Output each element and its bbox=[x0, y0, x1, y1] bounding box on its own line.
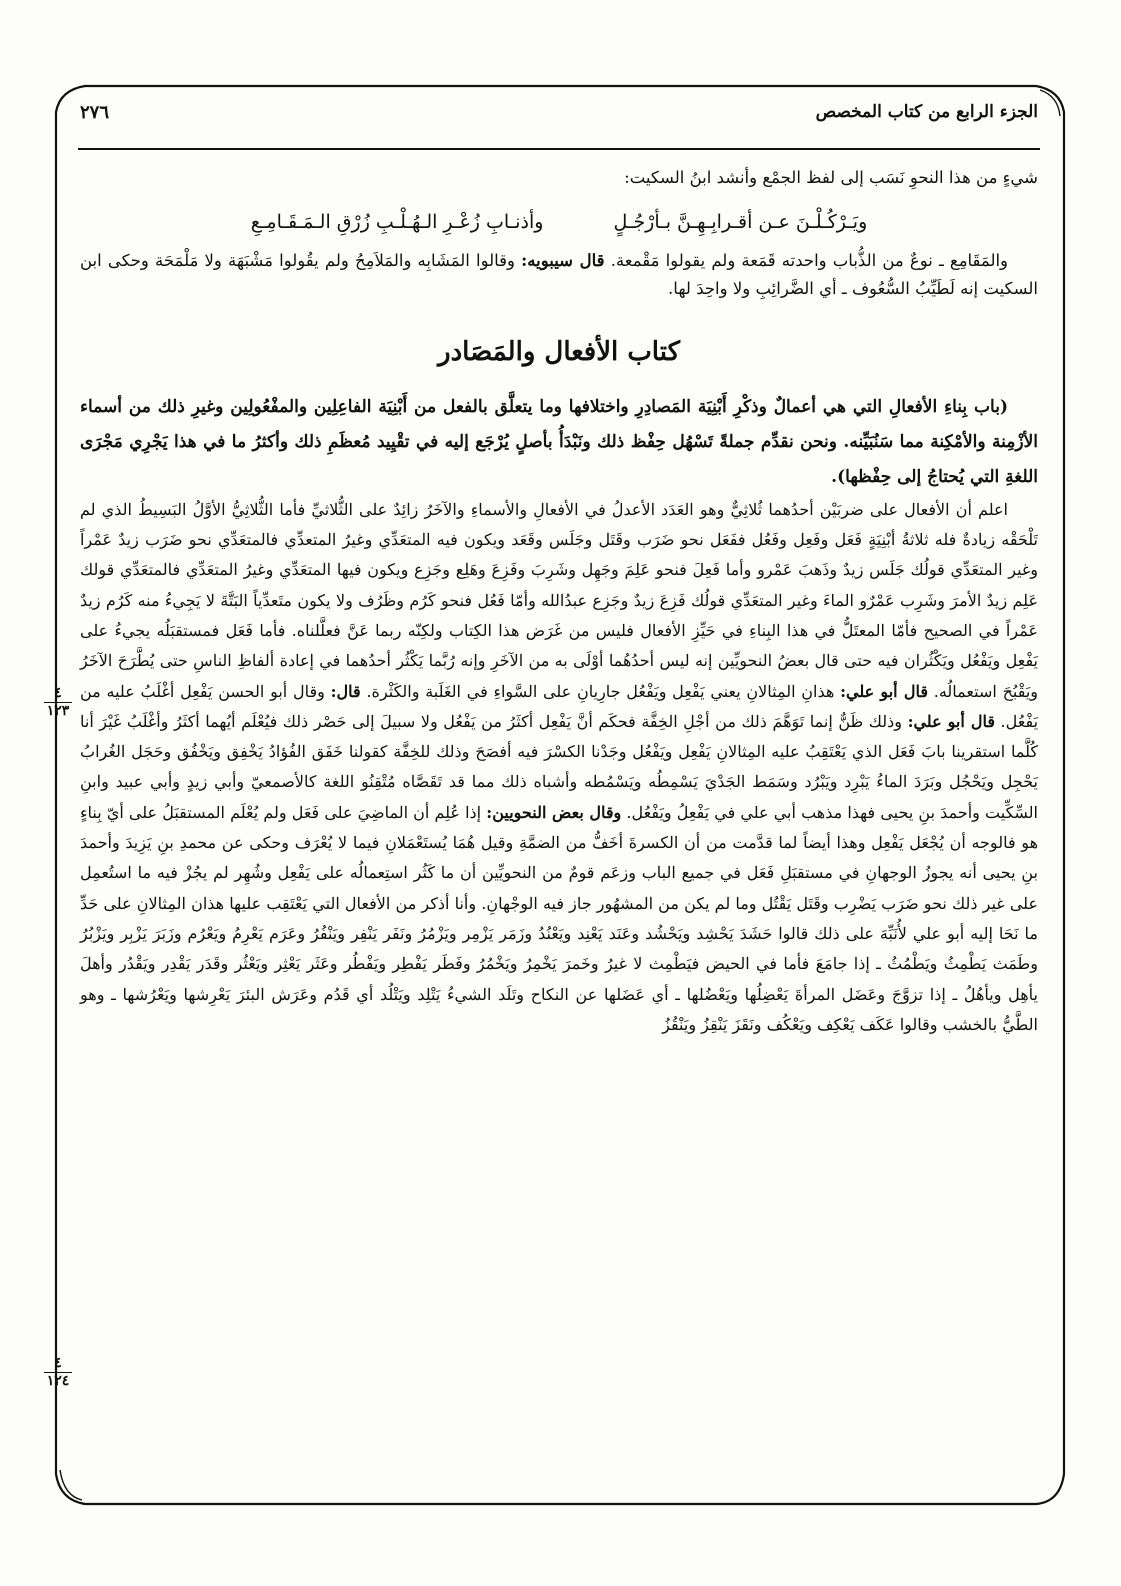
body-part-5: إذا عُلِم أن الماضِيَ على فَعَل ولم يُعْلَم المستقبَلُ على أيّ بِناءٍ هو فالوجه أن يُجْعَل يَفْعِل وهذا أيضاً لما قدَّمت من أن الكسرةَ أخَفُّ من الضمَّةِ وقيل هُمَا يُستَعْمَلانِ فيما لا يُعْرَف وحكى عن محمدِ بنِ يَزِيدَ وأحمدَ بنِ يحيى أنه يجوزُ الوجهانِ في مستقبَلِ فَعَل في جميع الباب وزعَم قومٌ من النحويِّين أن ما كَثُر استِعمالُه على يَفْعِل وشُهِر لم يجُزْ فيه ما استُعمِل على غير ذلك نحو ضَرَب يَضْرِب وقَتَل يَقْتُل وما لم يكن من المشهُور جاز فيه الوجْهانِ. وأنا أذكر من الأفعال التي يَعْتَقِب عليها هذان المِثالانِ على حَدِّ ما نَحَا إليه أبو علي لأُنَبِّهَ على ذلك قالوا حَشَدَ يَحْشِد ويَحْشُد وعَنَد يَعْنِد ويَعْنُدُ وزَمَر يَزْمِر ويَزْمُرُ ونَفَر يَنْفِر ويَنْفُرُ وعَرَم يَعْرِمُ ويَعْرُم وزَبَرَ يَزْبِر ويَزْبُرُ وطَمَث يَطْمِثُ ويَطْمُثُ ـ إذا جامَعَ فأما في الحيض فيَطْمِث لا غيرُ وخَمرَ يَخْمِرُ ويَخْمُرُ وفَطَر يَفْطِر ويَفْطُر وعَثَر يَعْثِر ويَعْثُر وقَدَر يَقْدِر ويَقْدُر وأهلَ يأهِل ويأهُلُ ـ إذا تزوَّجَ وعَضَل المرأةَ يَعْضِلُها ويَعْضُلها ـ أي عَضَلها عن النكاح وتَلَد الشيءُ يَتْلِد ويَتْلُد أي قَدُم وعَرَش البئرَ يَعْرِشها ويَعْرُشها ـ وهو الطَّيُّ بالخشب وقالوا عَكَف يَعْكِف ويَعْكُف ونَقَزَ يَنْقِزُ ويَنْقُزُ bbox=[80, 802, 1038, 1034]
margin-ref-page: ١٢٤ bbox=[46, 1373, 70, 1389]
page-frame-inner-curl bbox=[1040, 90, 1060, 116]
margin-page-reference bbox=[40, 686, 76, 719]
commentary-paragraph bbox=[80, 247, 1038, 304]
page-frame-inner-curl-left bbox=[60, 1470, 82, 1500]
body-part-1: اعلم أن الأفعال على ضربَيْن أحدُهما ثُلاثِيٌّ وهو العَدَد الأعدلُ في الأفعالِ والأسماءِ والآخَرُ زائِدٌ على الثُّلاثيِّ فأما الثُّلاثِيُّ الأوَّلُ البَسِيطُ الذي لم تَلْحَقْه زيادةٌ فله ثلاثةُ أبْنِيَةٍ فَعَل وفَعِل وفَعُل ففَعَل نحو ضَرَب وقَتَل وجَلَس وقَعَد ويكون فيه المتعَدِّي وغيرُ المتعدِّي فالمتعَدِّي نحو ضَرَب زيدٌ عَمْراً وغير المتعَدِّي قولُك جَلَس زيدٌ وذَهبَ عَمْرو وأما فَعِلَ فنحو عَلِمَ وجَهِل وشَرِبَ وفَزِعَ وهَلِع وجَزِع ويكون فيها المتعَدِّي وغيرُ المتعَدِّي فالمتعَدِّي قولك عَلِم زيدٌ الأمرَ وشَرِب عَمْرٌو الماءَ وغير المتعَدِّي قولُك فَزِعَ زيدٌ وجَزِع عبدُالله وأمّا فَعُل فنحو كَرُم وظَرُف ولا يكون متَعدِّياً البَتَّةَ لا يَجِيءُ منه كَرُم زيدٌ عَمْراً في الصحيح فأمّا المعتَلُّ في هذا البِناءِ في حَيِّزِ الأفعال فليس من غَرَض هذا الكِتاب ولكِنّه ربما عَنَّ فعلَّلناه. فأما فَعَل فمستقبَلُه يجيءُ على يَفْعِل ويَفْعُل ويَكْثُران فيه حتى قال بعضُ النحويِّين إنه ليس أحدُهُما أوْلَى به من الآخَرِ وإنه رُبَّما يَكْثُر أحدُهما في إعادة ألفاظِ الناسِ حتى يُطَّرَحَ الآخَرُ ويَقْبُحَ استعمالُه. bbox=[80, 499, 1039, 701]
abu-ali-label-1: قال أبو علي: bbox=[840, 681, 928, 701]
margin-page-reference bbox=[40, 1356, 76, 1389]
nahwiyyin-label: وقال بعض النحويين: bbox=[486, 802, 622, 822]
poetry-verse bbox=[80, 201, 1038, 243]
verse-first-hemistich: ويَـرْكُـلْـنَ عـن أقـرابِـهِـنَّ بـأرْجُـلٍ bbox=[613, 210, 868, 233]
chapter-subheading: (باب بِناءِ الأفعالِ التي هي أعمالٌ وذكْرِ أَبْنِيَة المَصادِرِ واختلافها وما يتعلَّق بالفعل من أَبْنِيَة الفاعِلِين والمفْعُولِين وغيرِ ذلك من أسماء الأزْمِنة والأمْكِنة مما سَنُبَيِّنه. ونحن نقدِّم جملةً تَسْهُل حِفْظ ذلك ونَبْدَأُ بأصلٍ يُرْجَع إليه في تقْيِيد مُعظَمِ ذلك وأكثرُ ما في هذا يَجْرِي مَجْرَى اللغةِ التي يُحتاجُ إلى حِفْظها). bbox=[80, 396, 1038, 487]
margin-ref-page: ١٢٣ bbox=[46, 703, 70, 719]
body-part-2: هذانِ المِثالانِ يعني يَفْعِل ويَفْعُل جارِيانِ على السَّواءِ في الغَلَبة والكَثْرة. bbox=[366, 681, 835, 701]
margin-ref-volume: ٤ bbox=[54, 685, 62, 701]
header-rule bbox=[78, 148, 1040, 150]
body-paragraph bbox=[80, 495, 1038, 1040]
abu-ali-label-2: قال أبو علي: bbox=[907, 711, 995, 731]
margin-ref-volume: ٤ bbox=[54, 1355, 62, 1371]
running-title: الجزء الرابع من كتاب المخصص bbox=[815, 102, 1038, 122]
commentary-part-2: وقالوا المَشَابِه والمَلاَمِحُ ولم يقُولوا مَشْبَهَة ولا مَلْمَحَة وحكى ابن السكيت إنه لَطَيِّبُ السُّعُوف ـ أي الضَّرائِبِ ولا واحِدَ لها. bbox=[80, 250, 1038, 299]
intro-line: شيءٍ من هذا النحوِ نَسَب إلى لفظ الجمْع وأنشد ابنُ السكيت: bbox=[624, 168, 1038, 187]
body-part-4: وذلك ظَنٌّ إنما تَوَهَّمَ ذلك من أجْلِ الخِفَّة فحكَم أنَّ يَفْعِل أكثَرُ من يَفْعُل ولا سبيلَ إلى حَصْر ذلك فيُعْلَم أيُهما أكثَرُ وأغْلَبُ غَيْرَ أنا كُلَّما استقرينا بابَ فَعَل الذي يَعْتَقِبُ عليه المِثالانِ يَفْعِل ويَفْعُل وجَدْنا الكسْرَ فيه أفصَحَ وذلك للخِفَّة كقولنا خَفَق الفُؤادُ يَخْفِق ويَخْفُق وحَجَل الغُرابُ يَحْجِل ويَحْجُل وبَرَدَ الماءُ يَبْرِد ويَبْرُد وسَمَط الجَدْيَ يَسْمِطُه ويَسْمُطه وأشباه ذلك مما قد تَقَصَّاه مُتْقِنُو اللغة كالأصمعيّ وأبي زيدٍ وأبي عبيد وابنِ السِّكِّيت وأحمدَ بنِ يحيى فهذا مذهب أبي علي في يَفْعِلُ ويَفْعُل. bbox=[80, 711, 1038, 822]
page-header bbox=[80, 102, 1038, 132]
page-content bbox=[80, 164, 1038, 1040]
qal-label: قال: bbox=[330, 681, 361, 701]
commentary-part-1: والمَقَامِع ـ نوعٌ من الذُّباب واحدته قَمَعة ولم يقولوا مَقْمعة. bbox=[610, 250, 1009, 270]
page-number: ٢٧٦ bbox=[80, 102, 110, 123]
chapter-title: كتاب الأفعال والمَصَادر bbox=[438, 336, 680, 367]
verse-second-hemistich: وأذنـابِ زُعْـرِ الـهُـلْـبِ زُرْقِ الـمَـقَـامِـعِ bbox=[250, 210, 544, 233]
body-part-3: وقال أبو الحسن يَفْعِل أغْلَبُ عليه من يَفْعُل. bbox=[80, 681, 1039, 731]
sibawayh-label: قال سيبويه: bbox=[521, 250, 605, 270]
